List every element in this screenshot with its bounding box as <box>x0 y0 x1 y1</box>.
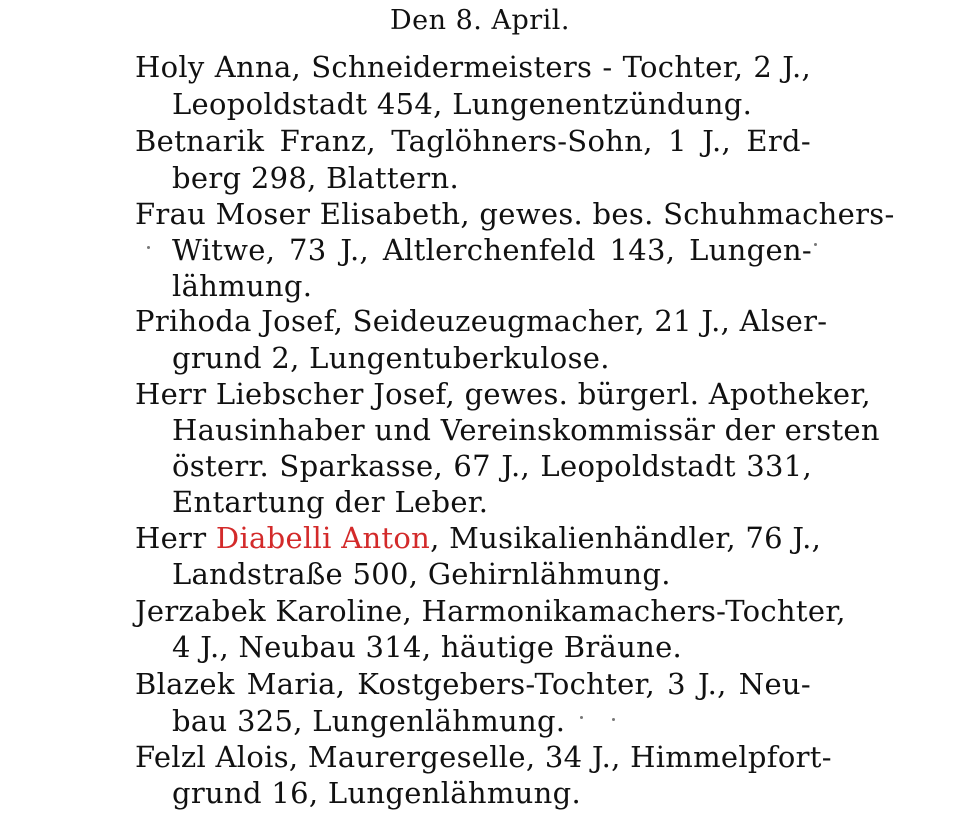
entry-line: 4 J., Neubau 314, häutige Bräune. <box>172 630 683 664</box>
entry-line: Felzl Alois, Maurergeselle, 34 J., Himmelpfort- <box>135 740 832 774</box>
entry-prefix: Herr <box>135 521 207 555</box>
highlighted-name: Diabelli Anton <box>215 521 431 555</box>
entry-line: lähmung. <box>172 269 313 303</box>
entry-line: Jerzabek Karoline, Harmonikamachers-Tochter, <box>135 594 846 628</box>
entry-line: Witwe, 73 J., Altlerchenfeld 143, Lungen- <box>172 233 812 267</box>
entry-line: berg 298, Blattern. <box>172 161 459 195</box>
entry-line: Herr Liebscher Josef, gewes. bürgerl. Apotheker, <box>135 377 871 411</box>
entry-line: bau 325, Lungenlähmung. <box>172 704 566 738</box>
date-heading: Den 8. April. <box>390 5 570 36</box>
entry-line: Holy Anna, Schneidermeisters - Tochter, 2 J., <box>135 50 811 84</box>
scan-speck <box>612 718 615 721</box>
entry-line: Entartung der Leber. <box>172 485 489 519</box>
entry-line: grund 2, Lungentuberkulose. <box>172 341 610 375</box>
entry-line: Hausinhaber und Vereinskommissär der ersten <box>172 413 880 447</box>
scan-speck <box>580 716 583 719</box>
entry-line: grund 16, Lungenlähmung. <box>172 776 581 810</box>
entry-line: Prihoda Josef, Seideuzeugmacher, 21 J., Alser- <box>135 304 828 338</box>
scan-speck <box>147 246 150 249</box>
entry-line <box>135 520 822 556</box>
entry-line: Blazek Maria, Kostgebers-Tochter, 3 J., Neu- <box>135 667 811 701</box>
entry-line: Betnarik Franz, Taglöhners-Sohn, 1 J., Erd- <box>135 124 811 158</box>
entry-line: Landstraße 500, Gehirnlähmung. <box>172 557 671 591</box>
scan-speck <box>814 243 817 246</box>
entry-rest: , Musikalienhändler, 76 J., <box>430 521 822 555</box>
entry-line: österr. Sparkasse, 67 J., Leopoldstadt 331, <box>172 449 812 483</box>
entry-line: Leopoldstadt 454, Lungenentzündung. <box>172 87 753 121</box>
entry-line: Frau Moser Elisabeth, gewes. bes. Schuhmachers- <box>135 197 895 231</box>
